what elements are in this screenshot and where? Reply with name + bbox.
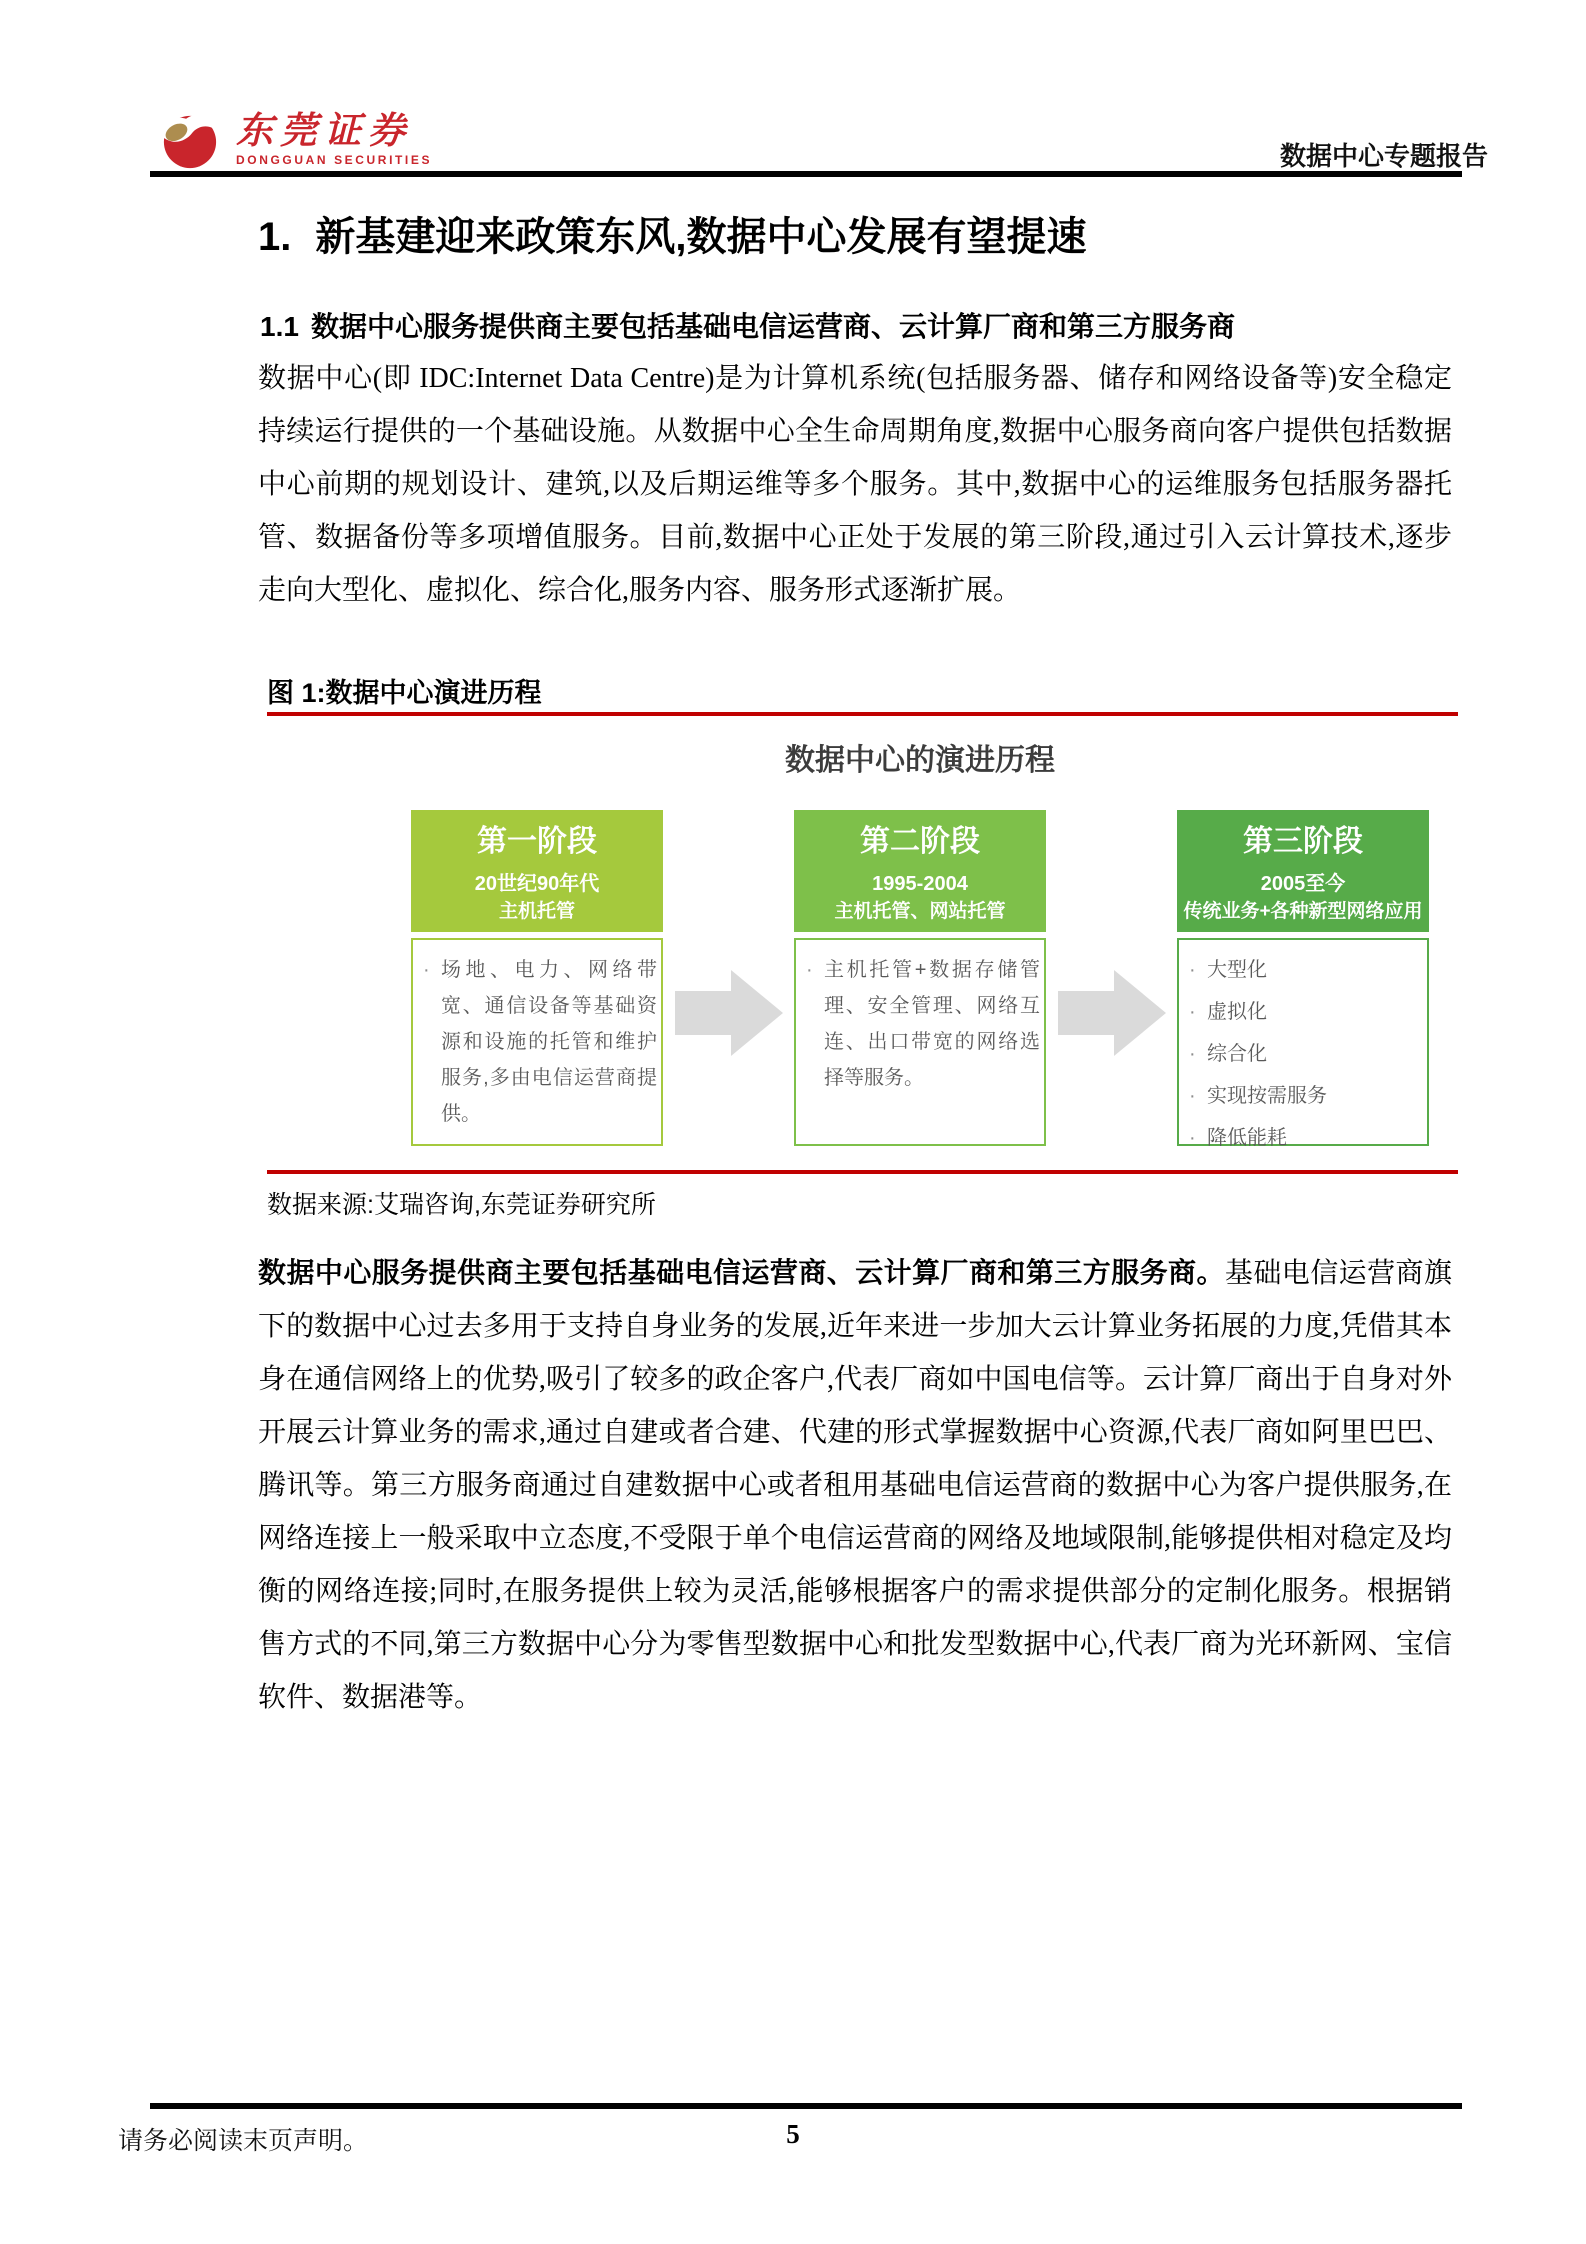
subsection-title bbox=[260, 305, 1235, 345]
logo-subtitle: DONGGUAN SECURITIES bbox=[236, 153, 433, 167]
stage-1-subtitle: 主机托管 bbox=[498, 901, 575, 922]
paragraph-2-lead-bold: 数据中心服务提供商主要包括基础电信运营商、云计算厂商和第三方服务商。 bbox=[258, 1257, 1225, 1288]
stage-2-details bbox=[794, 938, 1046, 1146]
stage-1-details bbox=[411, 938, 663, 1146]
stage-3-period: 2005至今 bbox=[1260, 873, 1346, 895]
arrow-cell bbox=[1046, 970, 1177, 1056]
list-item: · 大型化 bbox=[1189, 952, 1423, 988]
bullet-icon: · bbox=[423, 959, 430, 981]
stage-3-column bbox=[1177, 810, 1429, 1149]
stage-3-subtitle: 传统业务+各种新型网络应用 bbox=[1183, 901, 1423, 922]
subsection-number: 1.1 bbox=[260, 311, 299, 342]
footer-disclaimer: 请务必阅读末页声明。 bbox=[118, 2127, 369, 2155]
stage-2-name: 第二阶段 bbox=[860, 825, 980, 858]
page-number: 5 bbox=[786, 2119, 800, 2149]
figure-source-note: 数据来源:艾瑞咨询,东莞证券研究所 bbox=[267, 1191, 656, 1219]
stage-3-header bbox=[1177, 810, 1429, 932]
stage-2-period: 1995-2004 bbox=[872, 873, 968, 895]
list-item: · 综合化 bbox=[1189, 1036, 1423, 1072]
stage-3-name: 第三阶段 bbox=[1243, 825, 1363, 858]
figure-bottom-rule bbox=[267, 1170, 1458, 1174]
list-item: · 场地、电力、网络带宽、通信设备等基础资源和设施的托管和维护服务,多由电信运营商提供。 bbox=[423, 952, 657, 1132]
paragraph-2-rest: 基础电信运营商旗下的数据中心过去多用于支持自身业务的发展,近年来进一步加大云计算业务拓展的力度,凭借其本身在通信网络上的优势,吸引了较多的政企客户,代表厂商如中国电信等。云计算厂商出于自身对外开展云计算业务的需求,通过自建或者合建、代建的形式掌握数据中心资源,代表厂商如阿里巴巴、腾讯等。第三方服务商通过自建数据中心或者租用基础电信运营商的数据中心为客户提供服务,在网络连接上一般采取中立态度,不受限于单个电信运营商的网络及地域限制,能够提供相对稳定及均衡的网络连接;同时,在服务提供上较为灵活,能够根据客户的需求提供部分的定制化服务。根据销售方式的不同,第三方数据中心分为零售型数据中心和批发型数据中心,代表厂商为光环新网、宝信软件、数据港等。 bbox=[258, 1258, 1452, 1713]
bullet-icon: · bbox=[1189, 959, 1196, 981]
footer-divider bbox=[150, 2103, 1462, 2109]
stage-2-column bbox=[794, 810, 1046, 1146]
figure-title: 数据中心的演进历程 bbox=[785, 744, 1055, 777]
list-item: · 降低能耗 bbox=[1189, 1120, 1423, 1156]
stage-1-name: 第一阶段 bbox=[477, 825, 597, 858]
right-arrow-icon bbox=[1058, 970, 1166, 1056]
bullet-icon: · bbox=[1189, 1127, 1196, 1149]
stage-1-period: 20世纪90年代 bbox=[474, 873, 600, 895]
figure-top-rule bbox=[267, 712, 1458, 716]
header-divider bbox=[150, 171, 1462, 177]
company-logo bbox=[160, 112, 432, 170]
arrow-cell bbox=[663, 970, 794, 1056]
section-number: 1. bbox=[258, 215, 292, 259]
subsection-title-text: 数据中心服务提供商主要包括基础电信运营商、云计算厂商和第三方服务商 bbox=[310, 311, 1235, 342]
list-item: · 虚拟化 bbox=[1189, 994, 1423, 1030]
bullet-icon: · bbox=[1189, 1043, 1196, 1065]
stage-1-column bbox=[411, 810, 663, 1146]
stage-2-subtitle: 主机托管、网站托管 bbox=[834, 901, 1006, 922]
section-title-text: 新基建迎来政策东风,数据中心发展有望提速 bbox=[315, 215, 1087, 259]
stage-2-header bbox=[794, 810, 1046, 932]
list-item: · 实现按需服务 bbox=[1189, 1078, 1423, 1114]
body-paragraph-1: 数据中心(即 IDC:Internet Data Centre)是为计算机系统(包括服务器、储存和网络设备等)安全稳定持续运行提供的一个基础设施。从数据中心全生命周期角度,数据中心服务商向客户提供包括数据中心前期的规划设计、建筑,以及后期运维等多个服务。其中,数据中心的运维服务包括服务器托管、数据备份等多项增值服务。目前,数据中心正处于发展的第三阶段,通过引入云计算技术,逐步走向大型化、虚拟化、综合化,服务内容、服务形式逐渐扩展。 bbox=[258, 363, 1452, 606]
logo-title: 东莞证券 bbox=[236, 111, 412, 152]
bullet-icon: · bbox=[1189, 1085, 1196, 1107]
list-item: · 主机托管+数据存储管理、安全管理、网络互连、出口带宽的网络选择等服务。 bbox=[806, 952, 1040, 1096]
figure-caption: 图 1:数据中心演进历程 bbox=[267, 678, 542, 708]
evolution-diagram bbox=[411, 810, 1429, 1149]
body-paragraph-2 bbox=[258, 1246, 1452, 1724]
stage-3-details bbox=[1177, 938, 1429, 1149]
dongguan-securities-logo-icon bbox=[160, 112, 220, 170]
report-type-label: 数据中心专题报告 bbox=[1279, 141, 1488, 171]
right-arrow-icon bbox=[675, 970, 783, 1056]
section-title bbox=[258, 205, 1086, 262]
bullet-icon: · bbox=[1189, 1001, 1196, 1023]
stage-1-header bbox=[411, 810, 663, 932]
bullet-icon: · bbox=[806, 959, 813, 981]
